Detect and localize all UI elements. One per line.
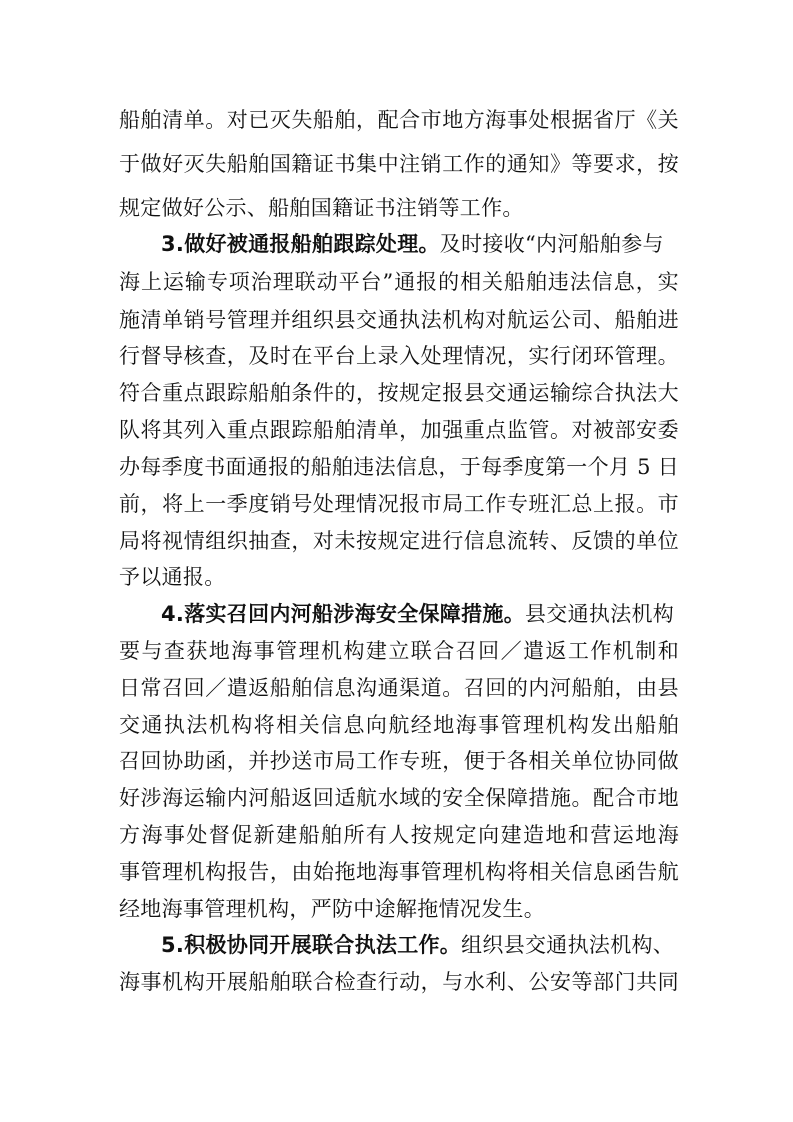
body-text-line: 方海事处督促新建船舶所有人按规定向建造地和营运地海 [119,823,679,847]
section-heading-3: 3.做好被通报船舶跟踪处理。 [161,232,440,256]
body-text-line: 船舶清单。对已灭失船舶，配合市地方海事处根据省厅《关 [119,108,679,132]
body-text-line: 交通执法机构将相关信息向航经地海事管理机构发出船舶 [119,713,679,737]
body-text-line: 好涉海运输内河船返回适航水域的安全保障措施。配合市地 [119,786,679,810]
body-text-line: 办每季度书面通报的船舶违法信息，于每季度第一个月 5 日 [119,455,679,479]
body-text-line: 前，将上一季度销号处理情况报市局工作专班汇总上报。市 [119,492,679,516]
body-text-line: 经地海事管理机构，严防中途解拖情况发生。 [119,897,545,921]
section-heading-4: 4.落实召回内河船涉海安全保障措施。 [161,602,525,626]
section-5-line [161,925,679,965]
section-3-line [161,224,679,264]
body-text-line: 日常召回／遣返船舶信息沟通渠道。召回的内河船舶，由县 [119,676,679,700]
body-text-line: 海上运输专项治理联动平台”通报的相关船舶违法信息，实 [119,270,679,294]
section-heading-5: 5.积极协同开展联合执法工作。 [161,933,462,957]
body-text-line: 施清单销号管理并组织县交通执法机构对航运公司、船舶进 [119,308,679,332]
body-text-line: 符合重点跟踪船舶条件的，按规定报县交通运输综合执法大 [119,381,679,405]
body-text: 组织县交通执法机构、 [461,933,675,957]
body-text-line: 予以通报。 [119,565,226,589]
body-text-line: 局将视情组织抽查，对未按规定进行信息流转、反馈的单位 [119,529,679,553]
body-text-line: 队将其列入重点跟踪船舶清单，加强重点监管。对被部安委 [119,418,679,442]
body-text-line: 事管理机构报告，由始拖地海事管理机构将相关信息函告航 [119,860,679,884]
body-text: 县交通执法机构 [525,602,675,626]
body-text-line: 要与查获地海事管理机构建立联合召回／遣返工作机制和 [119,639,679,663]
section-4-line [161,594,679,634]
body-text-line: 行督导核查，及时在平台上录入处理情况，实行闭环管理。 [119,344,679,368]
body-text-line: 规定做好公示、船舶国籍证书注销等工作。 [119,196,524,220]
body-text: 及时接收“内河船舶参与 [439,232,664,256]
body-text-line: 召回协助函，并抄送市局工作专班，便于各相关单位协同做 [119,749,679,773]
body-text-line: 于做好灭失船舶国籍证书集中注销工作的通知》等要求，按 [119,152,679,176]
body-text-line: 海事机构开展船舶联合检查行动，与水利、公安等部门共同 [119,970,679,994]
